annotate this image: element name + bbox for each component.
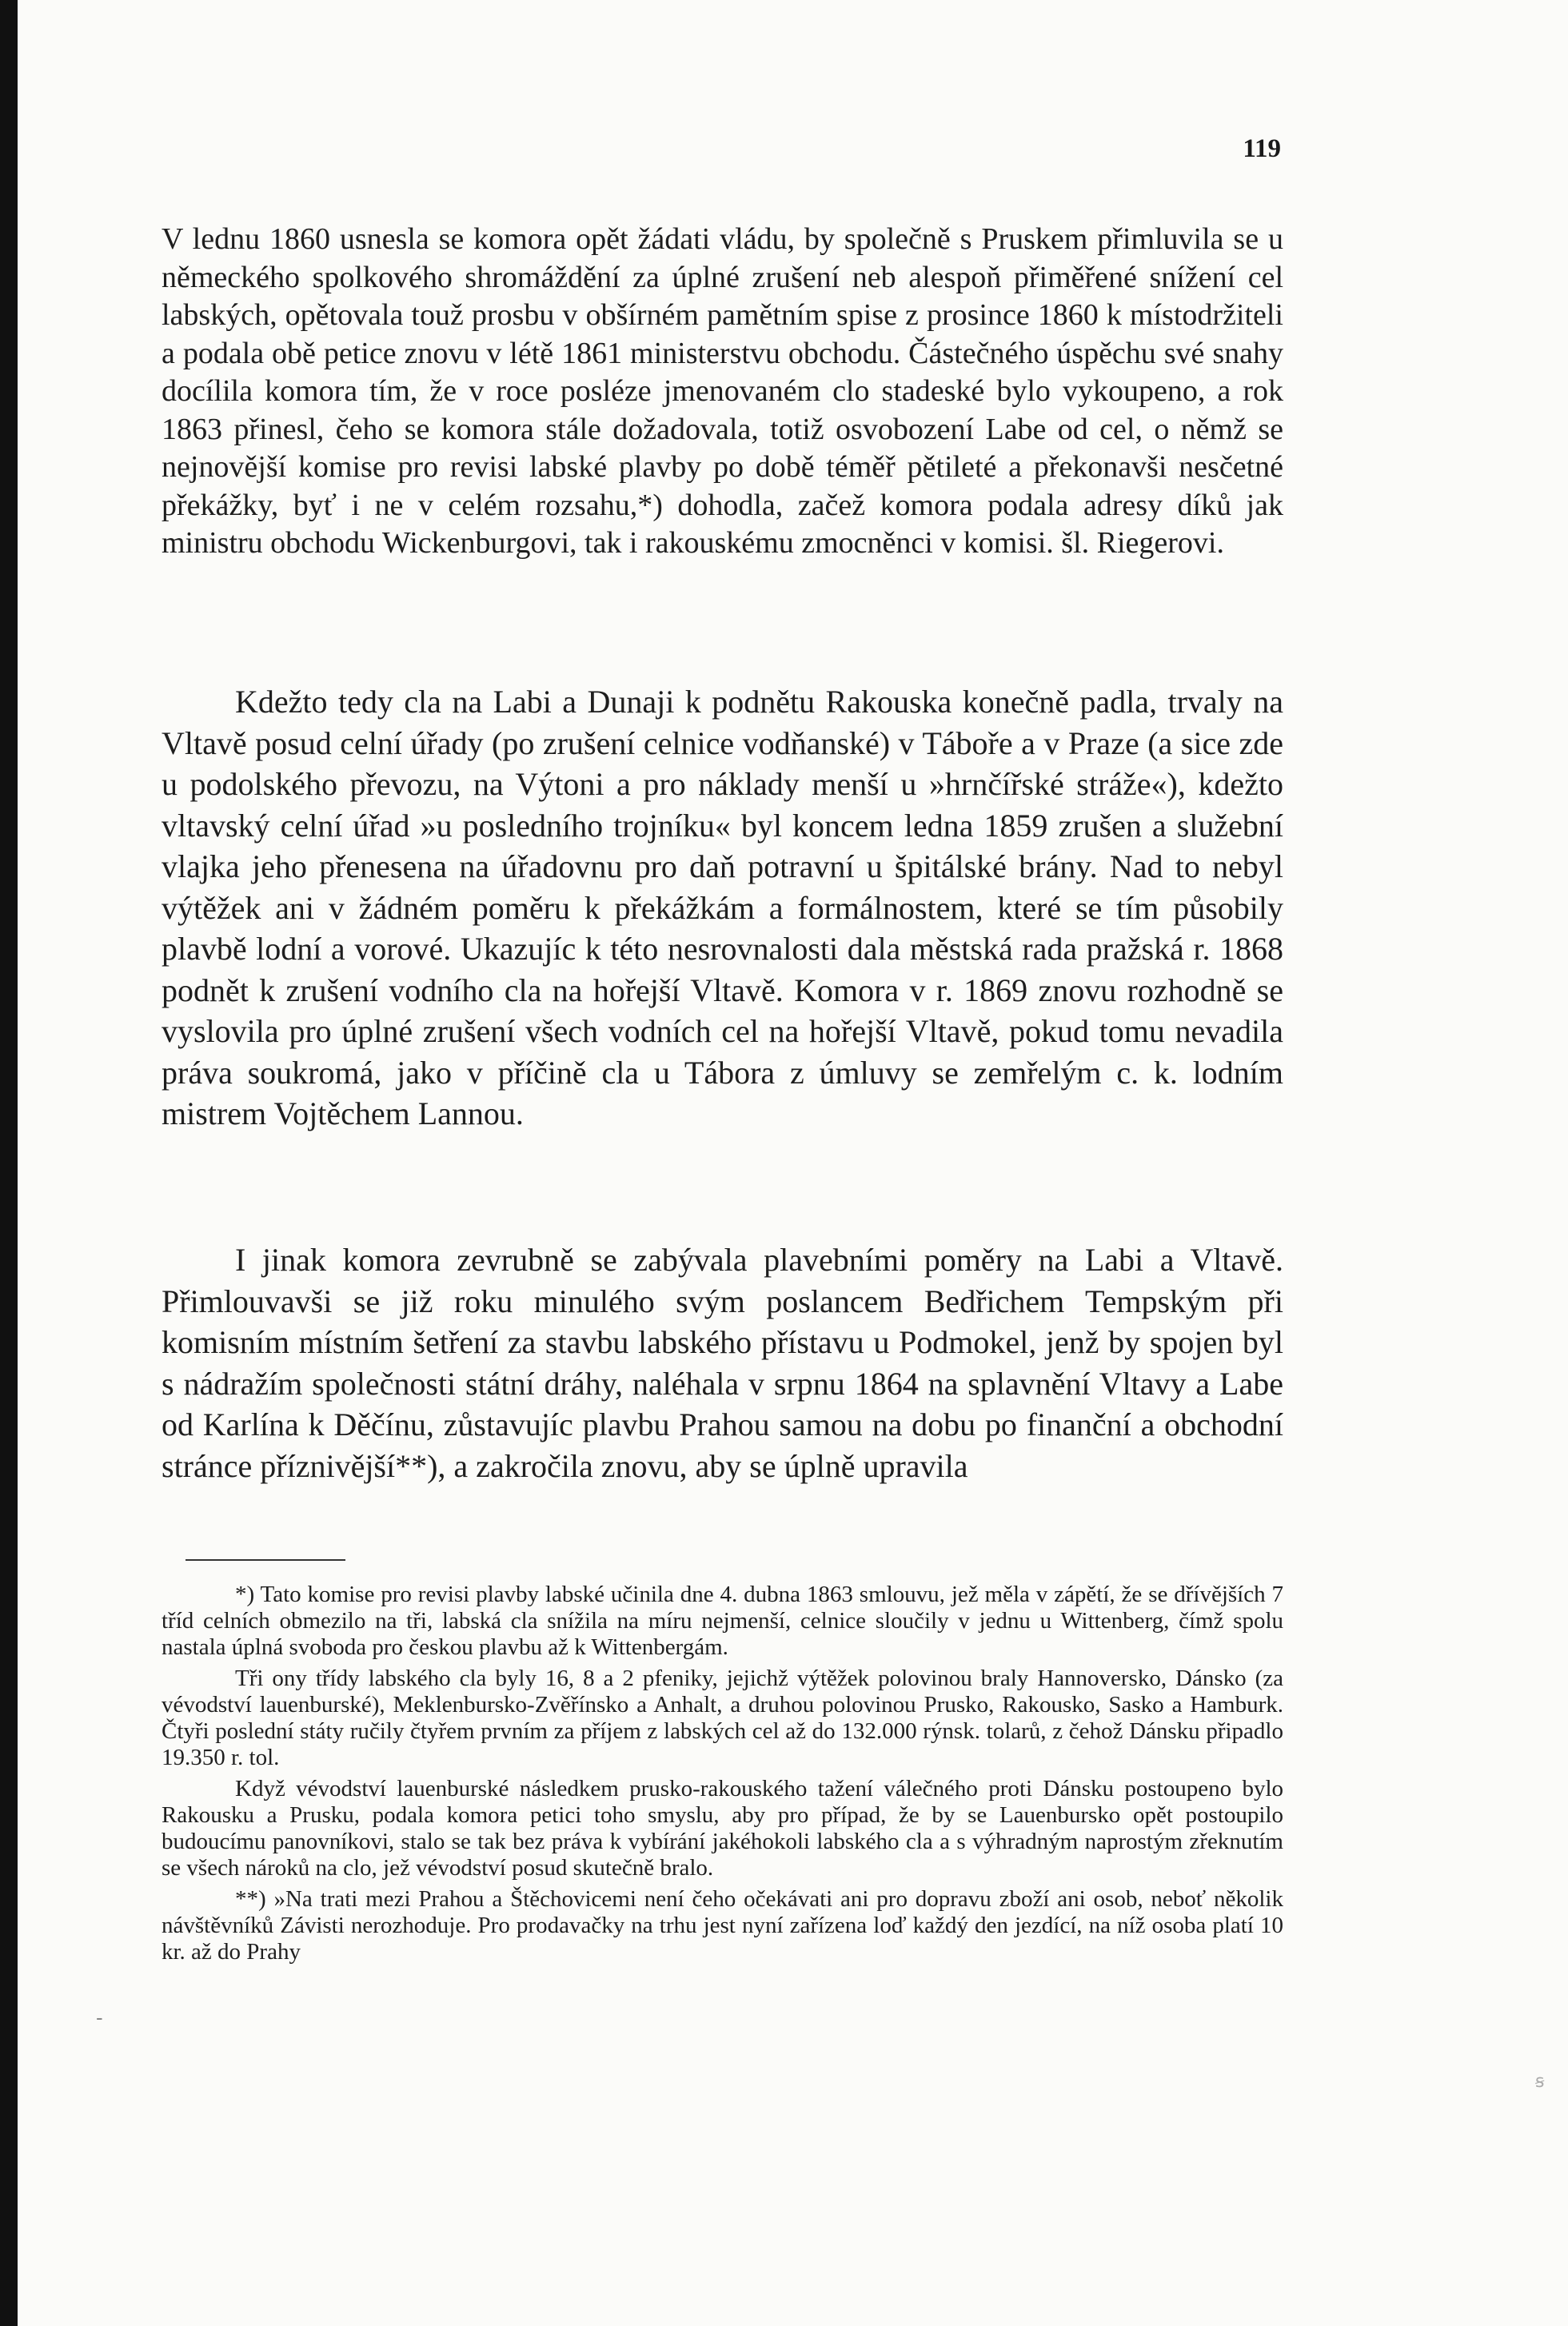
page-number: 119 (1243, 134, 1281, 163)
paragraph: V lednu 1860 usnesla se komora opět žádati vládu, by společně s Pruskem přimluvila se u německého spolkového shromáždění za úplné zrušení neb alespoň přiměřené snížení cel labských, opětovala touž prosbu v obšírném pamětním spise z prosince 1860 k místodržiteli a podala obě petice znovu v létě 1861 ministerstvu obchodu. Částečného úspěchu své snahy docílila komora tím, že v roce posléze jmenovaném clo stadeské bylo vykoupeno, a rok 1863 přinesl, čeho se komora stále dožadovala, totiž osvobození Labe od cel, o němž se nejnovější komise pro revisi labské plavby po době téměř pětileté a překonavši nesčetné překážky, byť i ne v celém rozsahu,*) dohodla, začež komora podala adresy díků jak ministru obchodu Wickenburgovi, tak i rakouskému zmocněnci v komisi. šl. Riegerovi. (162, 222, 1283, 560)
footnote: **) »Na trati mezi Prahou a Štěchovicemi není čeho očekávati ani pro dopravu zboží ani osob, neboť několik návštěvníků Závisti nerozhoduje. Pro prodavačky na trhu jest nyní zařízena loď každý den jezdící, na níž osoba platí 10 kr. až do Prahy (162, 1886, 1283, 1965)
footnote: Když vévodství lauenburské následkem prusko-rakouského tažení válečného proti Dánsku postoupeno bylo Rakousku a Prusku, podala komora petici toho smyslu, aby pro případ, že by se Lauenbursko opět postoupilo budoucímu panovníkovi, stalo se tak bez práva k vybírání jakéhokoli labského cla a s výhradným naprostým zřeknutím se všech nároků na clo, jež vévodství posud skutečně bralo. (162, 1776, 1283, 1881)
footnote-divider (186, 1559, 345, 1561)
margin-mark: - (96, 2005, 103, 2029)
paragraph: Kdežto tedy cla na Labi a Dunaji k podnětu Rakouska konečně padla, trvaly na Vltavě posud celní úřady (po zrušení celnice vodňanské) v Táboře a v Praze (a sice zde u podolského převozu, na Výtoni a pro náklady menší u »hrnčířské stráže«), kdežto vltavský celní úřad »u posledního trojníku« byl koncem ledna 1859 zrušen a služební vlajka jeho přenesena na úřadovnu pro daň potravní u špitálské brány. Nad to nebyl výtěžek ani v žádném poměru k překážkám a formálnostem, které se tím působily plavbě lodní a vorové. Ukazujíc k této nesrovnalosti dala městská rada pražská r. 1868 podnět k zrušení vodního cla na hořejší Vltavě. Komora v r. 1869 znovu rozhodně se vyslovila pro úplné zrušení všech vodních cel na hořejší Vltavě, pokud tomu nevadila práva soukromá, jako v příčině cla u Tábora z úmluvy se zemřelým c. k. lodním mistrem Vojtěchem Lannou. (162, 684, 1283, 1131)
footnote: Tři ony třídy labského cla byly 16, 8 a 2 pfeniky, jejichž výtěžek polovinou braly Hannoversko, Dánsko (za vévodství lauenburské), Meklenbursko-Zvěřínsko a Anhalt, a druhou polovinou Prusko, Rakousko, Sasko a Hamburk. Čtyři poslední státy ručily čtyřem prvním za příjem z labských cel až do 132.000 rýnsk. tolarů, z čehož Dánsku připadlo 19.350 r. tol. (162, 1666, 1283, 1770)
footnotes (162, 1582, 1283, 1970)
footnote: *) Tato komise pro revisi plavby labské učinila dne 4. dubna 1863 smlouvu, jež měla v zápětí, že se dřívějších 7 tříd celních obmezilo na tři, labská cla snížila na míru nejmenší, celnice sloučily v jednu u Wittenberg, čímž spolu nastala úplná svoboda pro českou plavbu až k Wittenbergám. (162, 1582, 1283, 1660)
scan-border (0, 0, 18, 2326)
margin-mark: ꞩ (1535, 2071, 1545, 2091)
document-page (18, 0, 1568, 2326)
paragraph: I jinak komora zevrubně se zabývala plavebními poměry na Labi a Vltavě. Přimlouvavši se již roku minulého svým poslancem Bedřichem Tempským při komisním místním šetření za stavbu labského přístavu u Podmokel, jenž by spojen byl s nádražím společnosti státní dráhy, naléhala v srpnu 1864 na splavnění Vltavy a Labe od Karlína k Děčínu, zůstavujíc plavbu Prahou samou na dobu po finanční a obchodní stránce příznivější**), a zakročila znovu, aby se úplně upravila (162, 1242, 1283, 1484)
